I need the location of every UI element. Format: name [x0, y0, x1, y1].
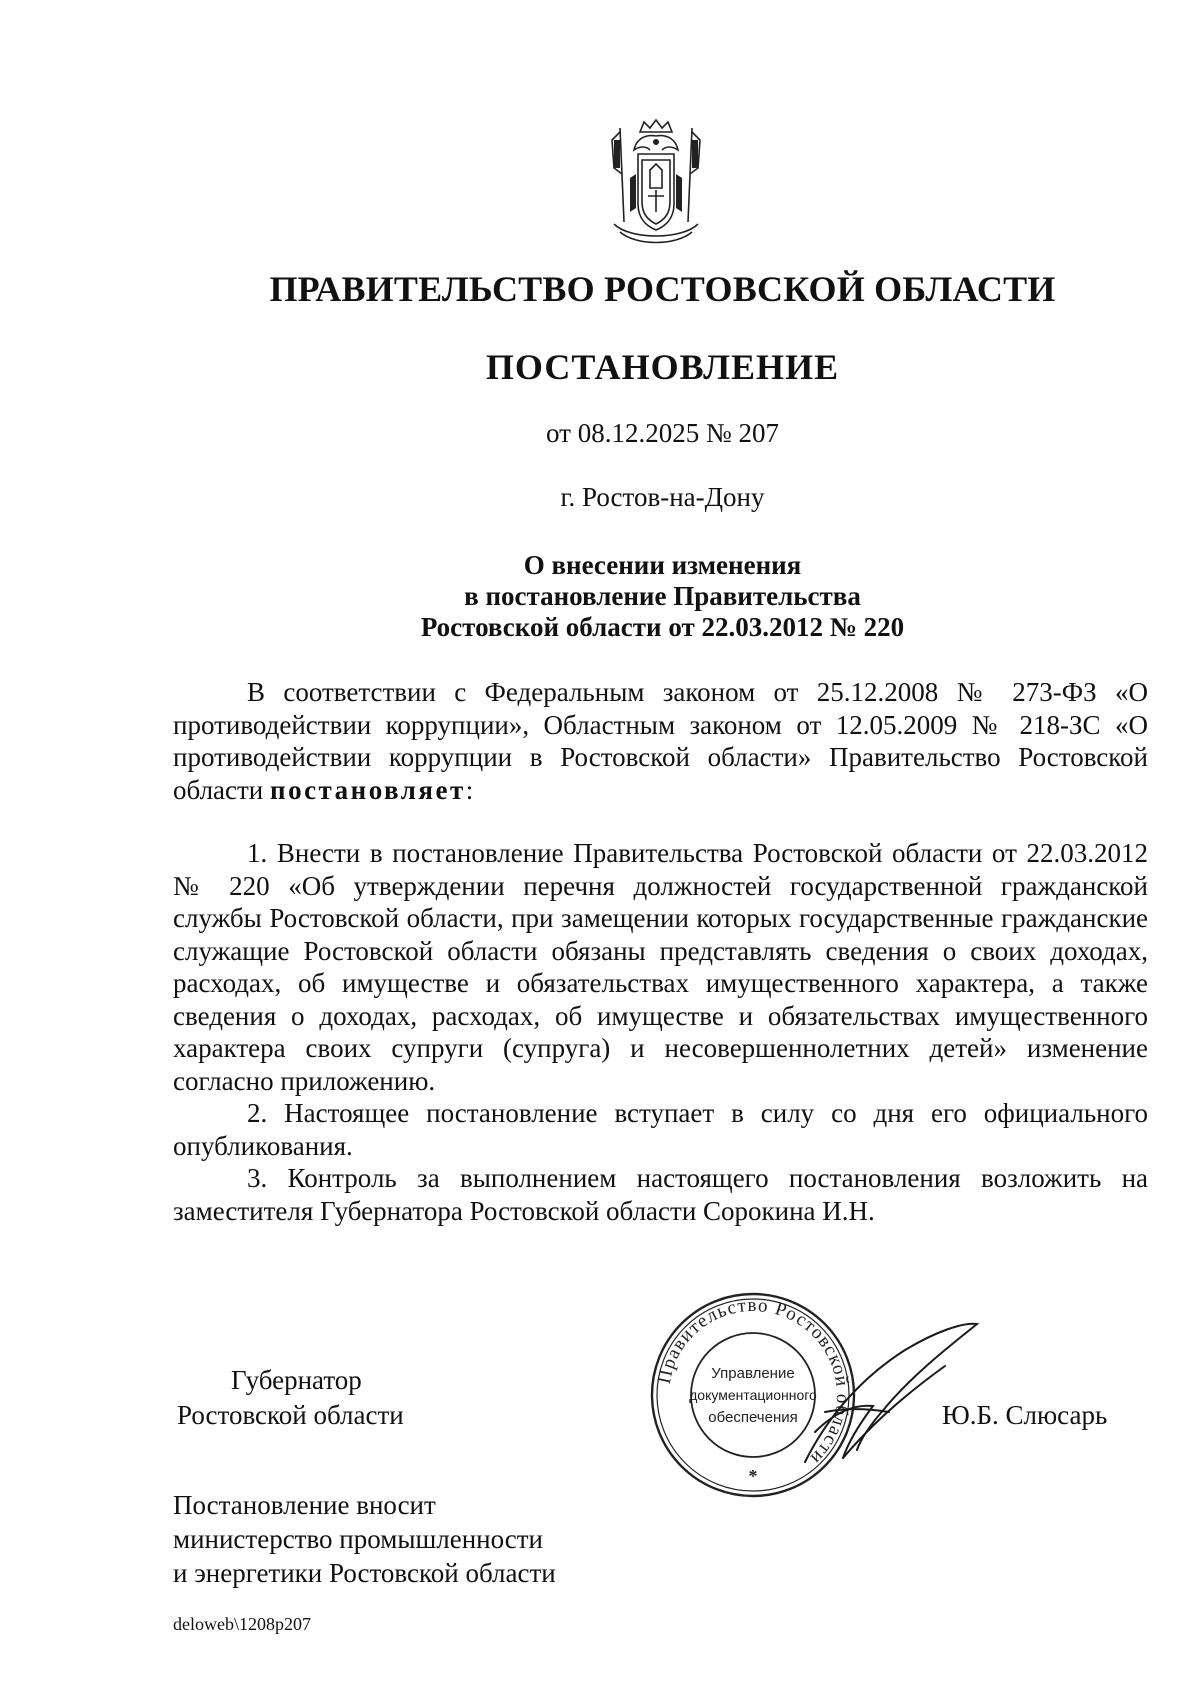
handwritten-signature	[795, 1312, 985, 1472]
submitter-note	[173, 1488, 556, 1590]
document-subject	[0, 550, 1200, 643]
document-city: г. Ростов-на-Дону	[560, 482, 765, 512]
subject-line: О внесении изменения	[523, 550, 802, 580]
clause-2: 2. Настоящее постановление вступает в силу со дня его официального опубликования.	[173, 1098, 1148, 1161]
document-type: ПОСТАНОВЛЕНИЕ	[485, 347, 840, 387]
seal-inner-line3: обеспечения	[708, 1409, 798, 1426]
signatory-role-line1: Губернатор	[231, 1365, 362, 1395]
preamble-text: В соответствии с Федеральным законом от 25.12.2008 № 273-ФЗ «О противодействии коррупции», Областным законом от 12.05.2009 № 218-ЗС «О противодействии коррупции в Ростовской области» Правительство Ростовской области	[173, 677, 1148, 805]
document-date-number: от 08.12.2025 № 207	[546, 418, 779, 448]
preamble-paragraph	[173, 676, 1148, 806]
preamble-suffix: :	[465, 774, 474, 805]
resolves-word: постановляет	[270, 774, 466, 805]
signatory-name: Ю.Б. Слюсарь	[942, 1400, 1108, 1430]
clauses	[173, 837, 1148, 1227]
seal-star: *	[748, 1466, 758, 1486]
submitter-line: Постановление вносит	[173, 1490, 436, 1520]
subject-line: Ростовской области от 22.03.2012 № 220	[420, 612, 905, 642]
coat-of-arms-icon	[600, 118, 712, 250]
preamble	[173, 676, 1148, 806]
seal-inner-line2: документационного	[689, 1387, 817, 1403]
clause-1: 1. Внести в постановление Правительства Ростовской области от 22.03.2012 № 220 «Об утверждении перечня должностей государственной гражданской службы Ростовской области, при замещении которых государственные гражданские служащие Ростовской области обязаны представлять сведения о своих доходах, расходах, об имуществе и обязательствах имущественного характера, а также сведения о доходах, расходах, об имуществе и обязательствах имущественного характера своих супруги (супруга) и несовершеннолетних детей» изменение согласно приложению.	[173, 838, 1148, 1096]
seal-inner-line1: Управление	[711, 1365, 795, 1382]
clause-3: 3. Контроль за выполнением настоящего постановления возложить на заместителя Губернатора Ростовской области Сорокина И.Н.	[173, 1163, 1148, 1226]
submitter-line: и энергетики Ростовской области	[173, 1558, 556, 1588]
subject-line: в постановление Правительства	[464, 581, 861, 611]
seal-ring-text: Правительство Ростовской области	[653, 1294, 854, 1470]
footer-file-code: deloweb\1208p207	[173, 1614, 311, 1634]
government-title: ПРАВИТЕЛЬСТВО РОСТОВСКОЙ ОБЛАСТИ	[269, 269, 1056, 309]
submitter-line: министерство промышленности	[173, 1524, 544, 1554]
signatory-role-line2: Ростовской области	[177, 1400, 404, 1430]
